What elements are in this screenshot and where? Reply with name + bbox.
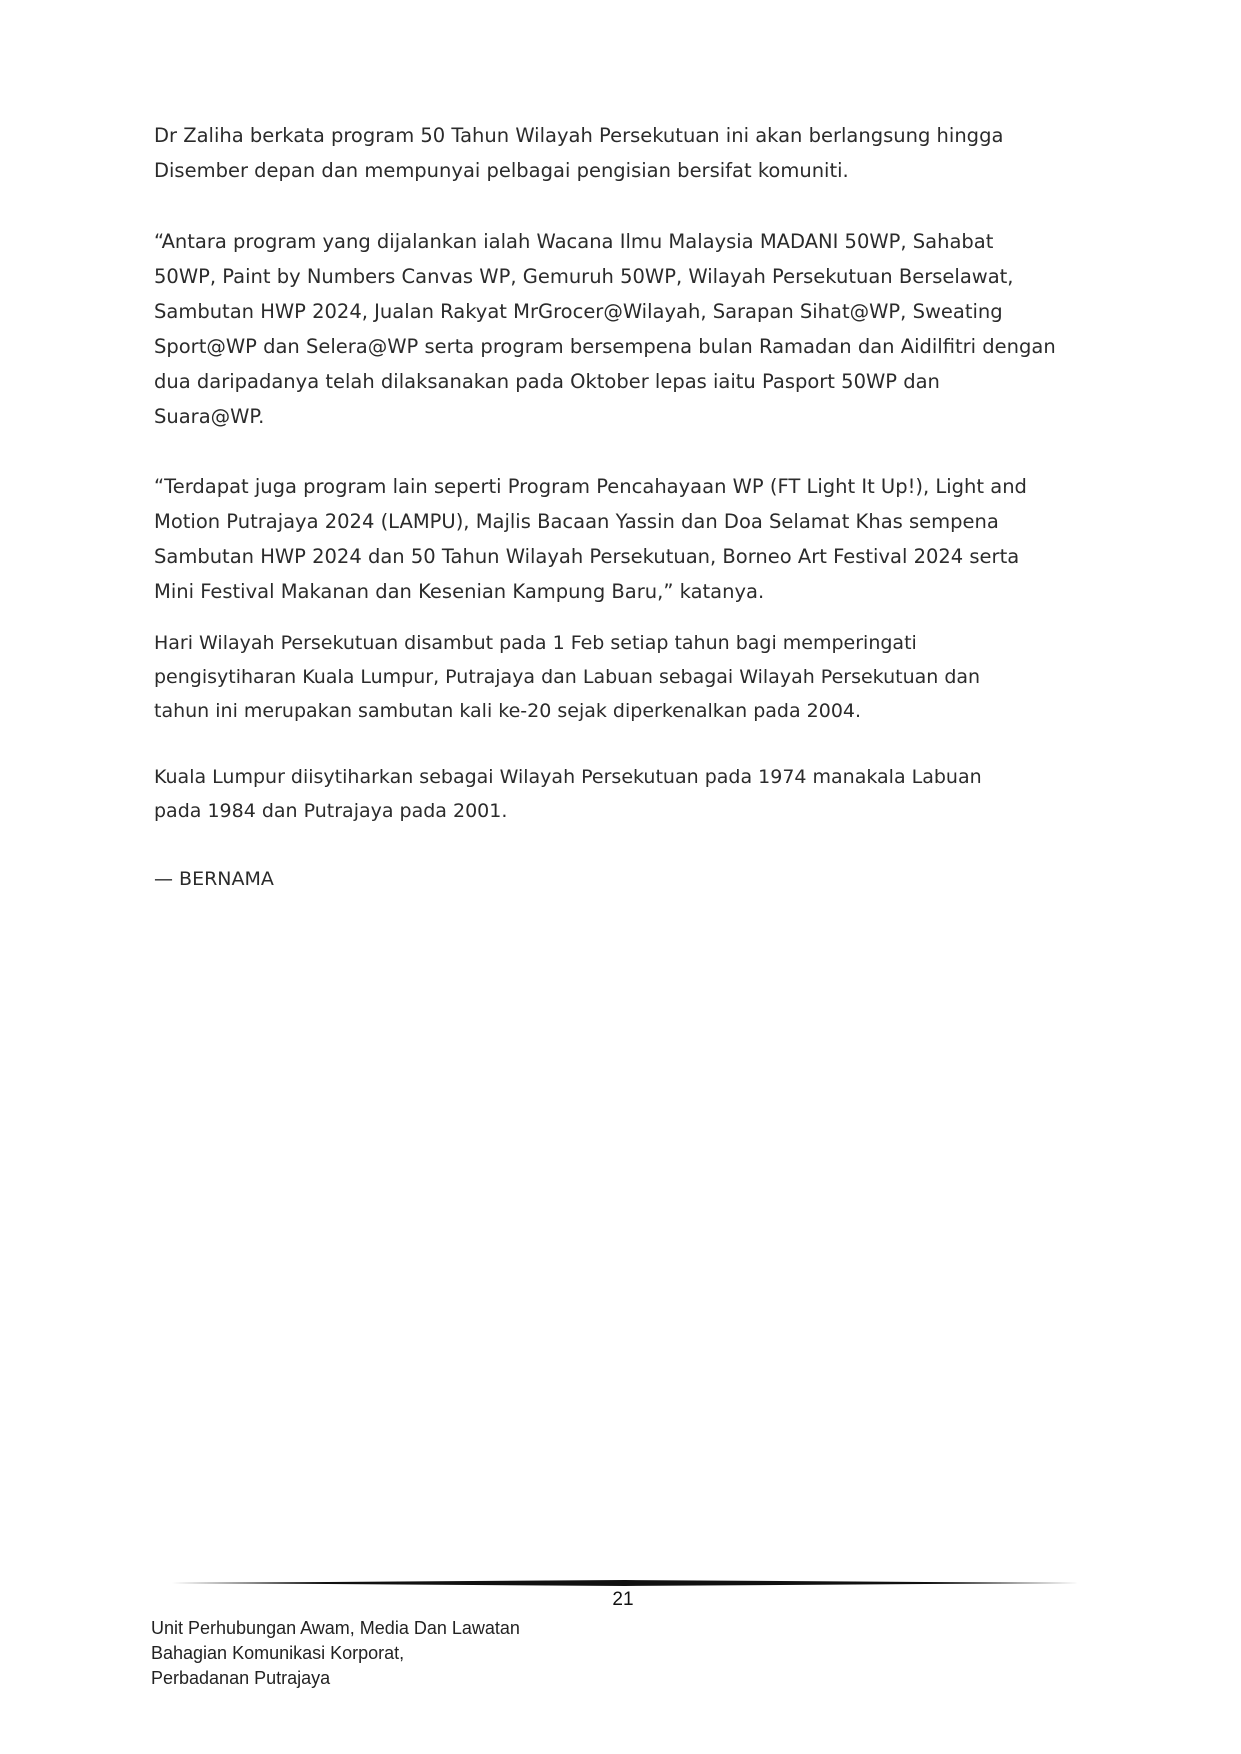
page-number: 21 [612,1589,634,1610]
news-source-credit [154,862,1099,896]
footer-organization [151,1616,520,1691]
text-line: Mini Festival Makanan dan Kesenian Kampung Baru,” katanya. [154,580,765,603]
text-line: Disember depan dan mempunyai pelbagai pengisian bersifat komuniti. [154,159,849,182]
text-line: Dr Zaliha berkata program 50 Tahun Wilayah Persekutuan ini akan berlangsung hingga [154,124,1004,147]
text-line: dua daripadanya telah dilaksanakan pada Oktober lepas iaitu Pasport 50WP dan [154,370,940,393]
footer-divider [172,1580,1079,1586]
text-line: Motion Putrajaya 2024 (LAMPU), Majlis Bacaan Yassin dan Doa Selamat Khas sempena [154,510,999,533]
text-line: “Antara program yang dijalankan ialah Wacana Ilmu Malaysia MADANI 50WP, Sahabat [154,230,994,253]
text-line: pengisytiharan Kuala Lumpur, Putrajaya dan Labuan sebagai Wilayah Persekutuan dan [154,666,981,688]
paragraph-federal-territory-day [154,626,1099,728]
text-line: Sambutan HWP 2024 dan 50 Tahun Wilayah Persekutuan, Borneo Art Festival 2024 serta [154,545,1020,568]
paragraph-program-list-quote [154,224,1099,434]
paragraph-other-programs-quote [154,469,1099,609]
text-line: “Terdapat juga program lain seperti Program Pencahayaan WP (FT Light It Up!), Light and [154,475,1027,498]
text-line: Hari Wilayah Persekutuan disambut pada 1 Feb setiap tahun bagi memperingati [154,632,917,654]
text-line: — BERNAMA [154,868,274,890]
paragraph-declaration-years [154,760,1099,828]
footer-org-line: Unit Perhubungan Awam, Media Dan Lawatan [151,1618,520,1638]
text-line: tahun ini merupakan sambutan kali ke-20 sejak diperkenalkan pada 2004. [154,700,862,722]
article-body [154,118,1099,896]
text-line: Sambutan HWP 2024, Jualan Rakyat MrGrocer@Wilayah, Sarapan Sihat@WP, Sweating [154,300,1003,323]
paragraph-program-duration [154,118,1099,188]
text-line: Kuala Lumpur diisytiharkan sebagai Wilayah Persekutuan pada 1974 manakala Labuan [154,766,982,788]
text-line: 50WP, Paint by Numbers Canvas WP, Gemuruh 50WP, Wilayah Persekutuan Berselawat, [154,265,1014,288]
footer-org-line: Bahagian Komunikasi Korporat, [151,1643,405,1663]
footer-org-line: Perbadanan Putrajaya [151,1668,331,1688]
text-line: pada 1984 dan Putrajaya pada 2001. [154,800,508,822]
text-line: Sport@WP dan Selera@WP serta program bersempena bulan Ramadan dan Aidilfitri dengan [154,335,1056,358]
text-line: Suara@WP. [154,405,265,428]
